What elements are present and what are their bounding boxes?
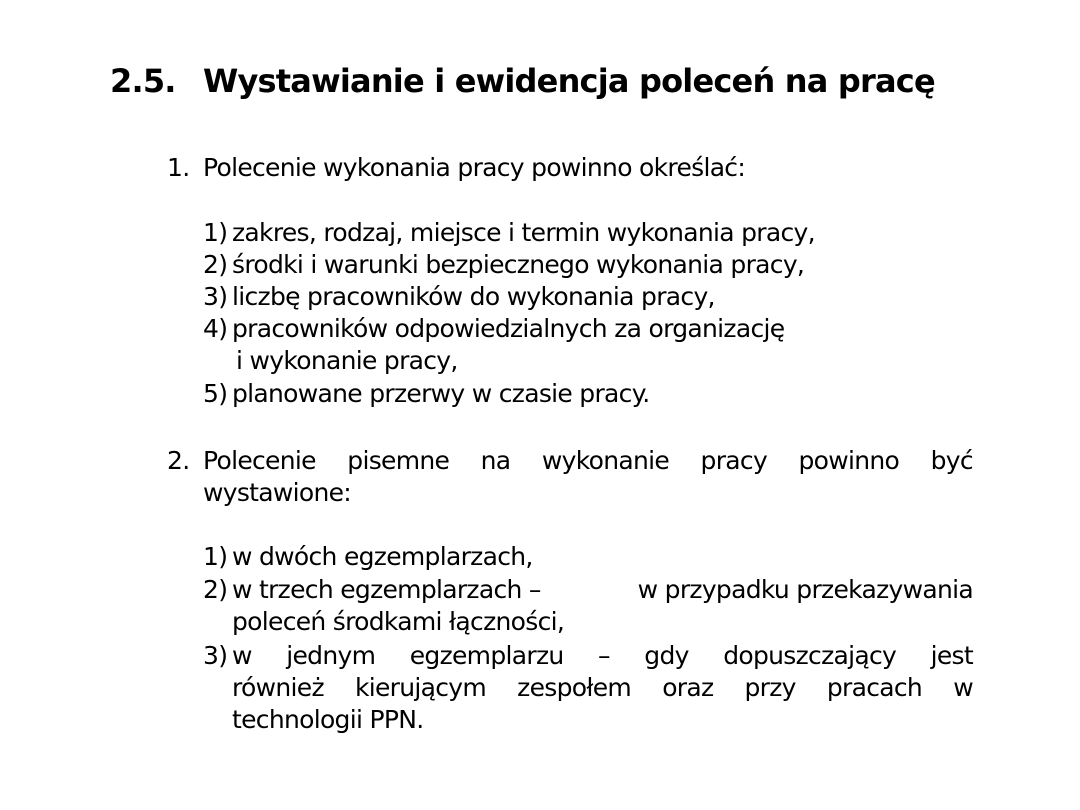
list-item: liczbę pracowników do wykonania pracy,: [232, 282, 715, 311]
sublist-marker: 3): [203, 641, 228, 670]
list-marker: 2.: [167, 446, 190, 475]
sublist-marker: 2): [203, 250, 228, 279]
sublist-marker: 5): [203, 379, 228, 408]
section2-intro-line2: wystawione:: [203, 478, 352, 507]
word: pracy: [700, 446, 768, 475]
word: pisemne: [347, 446, 450, 475]
section2-intro-line1: [203, 445, 973, 477]
text-segment: w trzech egzemplarzach –: [232, 575, 541, 604]
word: pracach: [826, 673, 923, 702]
word: egzemplarzu: [409, 641, 564, 670]
word: w: [232, 641, 252, 670]
page-title: [110, 62, 935, 100]
text-segment: w przypadku przekazywania: [637, 575, 973, 604]
word: gdy: [644, 641, 689, 670]
title-text: Wystawianie i ewidencja poleceń na pracę: [203, 62, 935, 100]
list-item-continuation: [232, 672, 973, 704]
word: jest: [930, 641, 973, 670]
list-item-continuation: technologii PPN.: [232, 705, 424, 734]
word: być: [930, 446, 973, 475]
word: kierującym: [354, 673, 487, 702]
word: wykonanie: [541, 446, 670, 475]
list-item: [232, 640, 973, 672]
list-item: w dwóch egzemplarzach,: [232, 542, 533, 571]
word: Polecenie: [203, 446, 316, 475]
section-number: 2.5.: [110, 62, 176, 100]
word: również: [232, 673, 324, 702]
word: powinno: [798, 446, 900, 475]
sublist-marker: 1): [203, 542, 228, 571]
list-item: planowane przerwy w czasie pracy.: [232, 379, 650, 408]
word: na: [480, 446, 511, 475]
word: zespołem: [517, 673, 632, 702]
list-item-continuation: poleceń środkami łączności,: [232, 607, 565, 636]
list-item: pracowników odpowiedzialnych za organizację: [232, 314, 785, 343]
list-item: zakres, rodzaj, miejsce i termin wykonania pracy,: [232, 218, 815, 247]
list-item-continuation: i wykonanie pracy,: [236, 346, 458, 375]
sublist-marker: 2): [203, 575, 228, 604]
word: oraz: [662, 673, 714, 702]
sublist-marker: 4): [203, 314, 228, 343]
list-marker: 1.: [167, 153, 190, 182]
word: dopuszczający: [723, 641, 897, 670]
sublist-marker: 3): [203, 282, 228, 311]
word: –: [598, 641, 610, 670]
word: w: [953, 673, 973, 702]
list-item: [232, 574, 973, 606]
section1-intro: Polecenie wykonania pracy powinno określać:: [203, 153, 746, 182]
list-item: środki i warunki bezpiecznego wykonania pracy,: [232, 250, 805, 279]
word: przy: [744, 673, 796, 702]
word: jednym: [286, 641, 376, 670]
sublist-marker: 1): [203, 218, 228, 247]
